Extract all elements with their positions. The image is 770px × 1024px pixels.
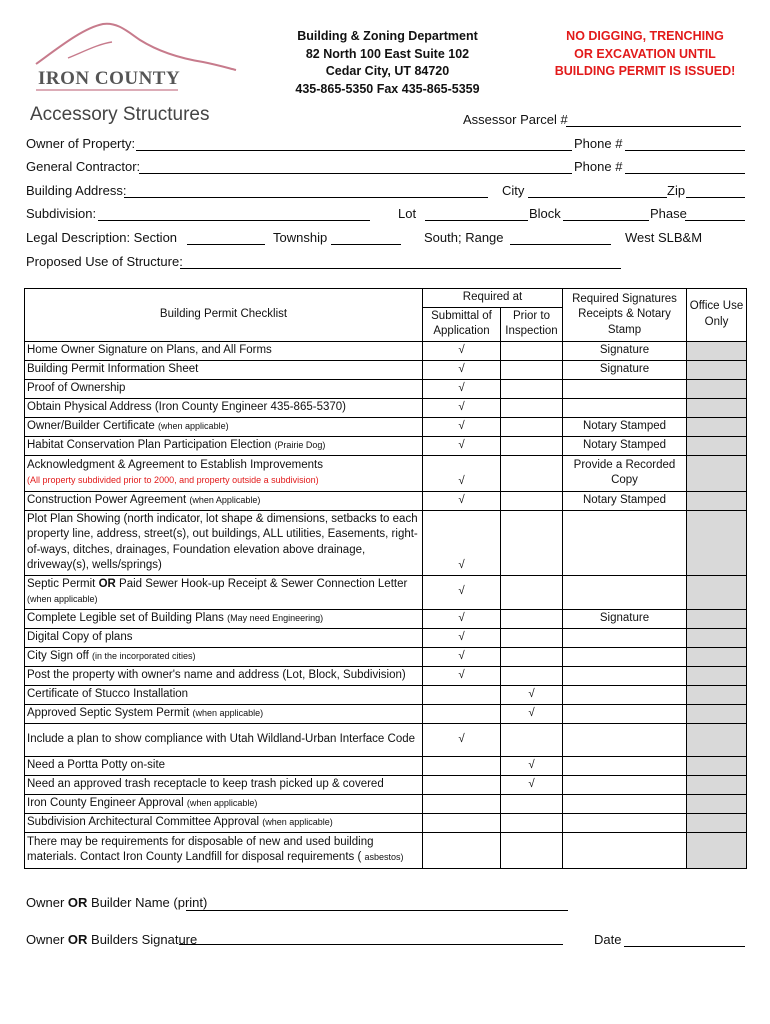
table-row xyxy=(25,510,747,575)
checklist-item xyxy=(25,628,423,647)
block-field[interactable] xyxy=(563,220,649,221)
checklist-item xyxy=(25,360,423,379)
checklist-item xyxy=(25,775,423,794)
warning-line-1: NO DIGGING, TRENCHING xyxy=(566,29,724,43)
checklist-item-note: (when applicable) xyxy=(158,420,229,431)
assessor-parcel-field[interactable] xyxy=(566,126,741,127)
required-signature xyxy=(563,704,687,723)
submittal-check: √ xyxy=(423,647,501,666)
submittal-check: √ xyxy=(423,666,501,685)
iron-county-logo xyxy=(28,18,238,96)
inspection-check xyxy=(501,491,563,510)
checklist-item xyxy=(25,417,423,436)
owner-field[interactable] xyxy=(136,150,572,151)
required-signature xyxy=(563,723,687,756)
header-inspection: Prior to Inspection xyxy=(501,307,563,341)
owner-name-or: OR xyxy=(67,895,88,910)
office-use-cell[interactable] xyxy=(687,647,747,666)
header-office-use: Office Use Only xyxy=(687,289,747,342)
owner-label: Owner of Property: xyxy=(26,136,136,151)
checklist-item-text: Iron County Engineer Approval xyxy=(27,796,184,809)
block-label: Block xyxy=(529,206,561,221)
office-use-cell[interactable] xyxy=(687,794,747,813)
checklist-item xyxy=(25,723,423,756)
checklist-item-text: Need a Portta Potty on-site xyxy=(27,758,166,771)
table-row xyxy=(25,723,747,756)
inspection-check: √ xyxy=(501,704,563,723)
building-address-field[interactable] xyxy=(124,197,488,198)
inspection-check xyxy=(501,510,563,575)
inspection-check xyxy=(501,832,563,868)
checklist-item-text: Approved Septic System Permit xyxy=(27,706,190,719)
table-row xyxy=(25,455,747,491)
required-signature: Notary Stamped xyxy=(563,417,687,436)
table-row xyxy=(25,628,747,647)
checklist-item-text: Building Permit Information Sheet xyxy=(27,362,199,375)
required-signature xyxy=(563,647,687,666)
south-range-label: South; Range xyxy=(424,230,504,245)
submittal-check: √ xyxy=(423,628,501,647)
required-signature: Notary Stamped xyxy=(563,491,687,510)
warning-line-2: OR EXCAVATION UNTIL xyxy=(574,46,716,61)
inspection-check: √ xyxy=(501,685,563,704)
checklist-item xyxy=(25,647,423,666)
required-signature: Provide a Recorded Copy xyxy=(563,455,687,491)
office-use-cell[interactable] xyxy=(687,813,747,832)
submittal-check xyxy=(423,832,501,868)
office-use-cell[interactable] xyxy=(687,685,747,704)
submittal-check: √ xyxy=(423,436,501,455)
inspection-check: √ xyxy=(501,775,563,794)
checklist-item-text: Obtain Physical Address (Iron County Engineer 435-865-5370) xyxy=(27,400,346,413)
required-signature: Signature xyxy=(563,341,687,360)
table-row xyxy=(25,398,747,417)
checklist-item-text: Plot Plan Showing (north indicator, lot shape & dimensions, setbacks to each property line, address, street(s), out buildings, ALL utilities, Easements, right-of-ways, ditches, drainages, Foundation elevation above drainage, driveway(s), wells/springs) xyxy=(27,512,418,571)
checklist-item xyxy=(25,832,423,868)
checklist-item-note: (in the incorporated cities) xyxy=(92,650,196,661)
owner-name-pre: Owner xyxy=(26,895,68,910)
checklist-item-text: Post the property with owner's name and address (Lot, Block, Subdivision) xyxy=(27,668,406,681)
checklist-item-note: (when applicable) xyxy=(192,707,264,718)
required-signature xyxy=(563,794,687,813)
dept-line-3: Cedar City, UT 84720 xyxy=(325,64,450,78)
contractor-label: General Contractor: xyxy=(26,159,141,174)
inspection-check xyxy=(501,628,563,647)
checklist-item xyxy=(25,491,423,510)
subdivision-label: Subdivision: xyxy=(26,206,97,221)
checklist-item-text: City Sign off xyxy=(27,649,89,662)
dept-line-1: Building & Zoning Department xyxy=(297,29,478,43)
phone-1-label: Phone # xyxy=(574,136,623,151)
checklist-item xyxy=(25,704,423,723)
submittal-check: √ xyxy=(423,455,501,491)
office-use-cell[interactable] xyxy=(687,575,747,609)
owner-signature-label xyxy=(26,932,197,947)
required-signature xyxy=(563,379,687,398)
required-signature xyxy=(563,813,687,832)
checklist-item-text: Habitat Conservation Plan Participation Election xyxy=(27,438,272,451)
date-field[interactable] xyxy=(624,946,745,947)
legal-section-label: Legal Description: Section xyxy=(26,230,178,245)
checklist-item xyxy=(25,436,423,455)
submittal-check xyxy=(423,775,501,794)
header-checklist: Building Permit Checklist xyxy=(25,289,423,342)
owner-name-label xyxy=(26,895,207,910)
office-use-cell[interactable] xyxy=(687,609,747,628)
proposed-use-label: Proposed Use of Structure: xyxy=(26,254,183,269)
office-use-cell[interactable] xyxy=(687,723,747,756)
checklist-item-text: Need an approved trash receptacle to keep trash picked up & covered xyxy=(27,777,384,790)
checklist-item-note: (when Applicable) xyxy=(189,494,261,505)
header-signatures: Required Signatures Receipts & Notary Stamp xyxy=(563,289,687,342)
contractor-field[interactable] xyxy=(139,173,572,174)
table-row xyxy=(25,775,747,794)
checklist-item-text: Proof of Ownership xyxy=(27,381,126,394)
phase-field[interactable] xyxy=(685,220,745,221)
inspection-check xyxy=(501,398,563,417)
city-field[interactable] xyxy=(528,197,667,198)
office-use-cell[interactable] xyxy=(687,436,747,455)
inspection-check xyxy=(501,436,563,455)
inspection-check xyxy=(501,647,563,666)
office-use-cell[interactable] xyxy=(687,360,747,379)
submittal-check: √ xyxy=(423,417,501,436)
owner-signature-field[interactable] xyxy=(179,944,563,945)
checklist-item-note: (May need Engineering) xyxy=(227,612,324,623)
inspection-check xyxy=(501,575,563,609)
table-row xyxy=(25,704,747,723)
checklist-item xyxy=(25,666,423,685)
office-use-cell[interactable] xyxy=(687,628,747,647)
checklist-item-note: (when applicable) xyxy=(27,594,98,604)
table-row xyxy=(25,575,747,609)
office-use-cell[interactable] xyxy=(687,756,747,775)
owner-name-post: Builder Name (print) xyxy=(87,895,208,910)
required-signature xyxy=(563,685,687,704)
required-signature: Signature xyxy=(563,360,687,379)
checklist-item xyxy=(25,575,423,609)
submittal-check xyxy=(423,756,501,775)
checklist-item-text: Home Owner Signature on Plans, and All Forms xyxy=(27,343,272,356)
permit-checklist-table xyxy=(24,288,747,869)
table-row xyxy=(25,756,747,775)
owner-sig-post: Builders Signature xyxy=(87,932,198,947)
warning-line-3: BUILDING PERMIT IS ISSUED! xyxy=(554,64,736,78)
checklist-item-note: (Prairie Dog) xyxy=(274,439,326,450)
required-signature xyxy=(563,666,687,685)
table-row xyxy=(25,647,747,666)
office-use-cell[interactable] xyxy=(687,704,747,723)
submittal-check: √ xyxy=(423,723,501,756)
checklist-item-note: (when applicable) xyxy=(186,797,258,808)
checklist-item xyxy=(25,341,423,360)
checklist-item-text: There may be requirements for disposable of new and used building materials. Contact Iron County Landfill for disposal requirements ( xyxy=(27,835,374,863)
township-label: Township xyxy=(273,230,328,245)
table-row xyxy=(25,609,747,628)
required-signature xyxy=(563,775,687,794)
zip-label: Zip xyxy=(667,183,686,198)
city-label: City xyxy=(502,183,525,198)
header-required-at: Required at xyxy=(423,289,563,308)
phone-2-label: Phone # xyxy=(574,159,623,174)
township-field[interactable] xyxy=(331,244,401,245)
table-row xyxy=(25,832,747,868)
table-row xyxy=(25,341,747,360)
checklist-item-note: asbestos) xyxy=(364,852,404,862)
owner-name-field[interactable] xyxy=(186,910,568,911)
required-signature xyxy=(563,575,687,609)
office-use-cell[interactable] xyxy=(687,341,747,360)
header-submittal: Submittal of Application xyxy=(423,307,501,341)
required-signature xyxy=(563,398,687,417)
checklist-item-text: Include a plan to show compliance with Utah Wildland-Urban Interface Code xyxy=(27,732,416,745)
phase-label: Phase xyxy=(650,206,687,221)
submittal-check xyxy=(423,794,501,813)
office-use-cell[interactable] xyxy=(687,775,747,794)
digging-warning xyxy=(545,28,745,81)
submittal-check: √ xyxy=(423,491,501,510)
table-row xyxy=(25,417,747,436)
checklist-item xyxy=(25,609,423,628)
checklist-item-text: Acknowledgment & Agreement to Establish Improvements xyxy=(27,458,323,471)
submittal-check: √ xyxy=(423,609,501,628)
range-field[interactable] xyxy=(510,244,611,245)
required-signature xyxy=(563,756,687,775)
inspection-check xyxy=(501,341,563,360)
required-signature xyxy=(563,832,687,868)
office-use-cell[interactable] xyxy=(687,417,747,436)
table-row xyxy=(25,813,747,832)
submittal-check: √ xyxy=(423,360,501,379)
required-signature: Signature xyxy=(563,609,687,628)
west-label: West SLB&M xyxy=(625,230,703,245)
assessor-parcel-label: Assessor Parcel # xyxy=(463,112,568,127)
inspection-check xyxy=(501,723,563,756)
checklist-item-note: (All property subdivided prior to 2000, and property outside a subdivision) xyxy=(27,475,319,485)
owner-sig-or: OR xyxy=(67,932,88,947)
office-use-cell[interactable] xyxy=(687,832,747,868)
inspection-check xyxy=(501,455,563,491)
lot-field[interactable] xyxy=(425,220,528,221)
office-use-cell[interactable] xyxy=(687,379,747,398)
table-header-row xyxy=(25,289,747,308)
phone-1-field[interactable] xyxy=(625,150,745,151)
inspection-check xyxy=(501,794,563,813)
office-use-cell[interactable] xyxy=(687,455,747,491)
submittal-check: √ xyxy=(423,341,501,360)
checklist-item-text: Owner/Builder Certificate xyxy=(27,419,155,432)
submittal-check xyxy=(423,813,501,832)
or-emphasis: OR xyxy=(98,577,116,590)
inspection-check xyxy=(501,360,563,379)
checklist-item-text: Digital Copy of plans xyxy=(27,630,133,643)
submittal-check: √ xyxy=(423,510,501,575)
section-field[interactable] xyxy=(187,244,265,245)
checklist-item xyxy=(25,510,423,575)
inspection-check xyxy=(501,813,563,832)
inspection-check xyxy=(501,417,563,436)
proposed-use-field[interactable] xyxy=(180,268,621,269)
subdivision-field[interactable] xyxy=(98,220,370,221)
date-label: Date xyxy=(594,932,622,947)
submittal-check: √ xyxy=(423,575,501,609)
required-signature xyxy=(563,510,687,575)
table-row xyxy=(25,685,747,704)
required-signature xyxy=(563,628,687,647)
office-use-cell[interactable] xyxy=(687,510,747,575)
logo-text: IRON COUNTY xyxy=(38,68,181,89)
owner-sig-pre: Owner xyxy=(26,932,68,947)
phone-2-field[interactable] xyxy=(625,173,745,174)
submittal-check xyxy=(423,704,501,723)
checklist-item xyxy=(25,756,423,775)
table-row xyxy=(25,360,747,379)
checklist-item-note: (when applicable) xyxy=(262,816,333,827)
submittal-check xyxy=(423,685,501,704)
dept-line-2: 82 North 100 East Suite 102 xyxy=(305,46,470,61)
department-address xyxy=(285,28,490,98)
office-use-cell[interactable] xyxy=(687,491,747,510)
page-title: Accessory Structures xyxy=(30,104,210,125)
required-signature: Notary Stamped xyxy=(563,436,687,455)
table-row xyxy=(25,379,747,398)
checklist-item-text: Subdivision Architectural Committee Approval xyxy=(27,815,260,828)
lot-label: Lot xyxy=(398,206,417,221)
building-address-label: Building Address: xyxy=(26,183,127,198)
checklist-item xyxy=(25,685,423,704)
table-row xyxy=(25,436,747,455)
checklist-item-text: Septic Permit OR Paid Sewer Hook-up Receipt & Sewer Connection Letter xyxy=(27,577,408,590)
checklist-item xyxy=(25,455,423,491)
checklist-item xyxy=(25,813,423,832)
submittal-check: √ xyxy=(423,398,501,417)
table-row xyxy=(25,666,747,685)
table-row xyxy=(25,794,747,813)
checklist-item xyxy=(25,794,423,813)
table-row xyxy=(25,491,747,510)
dept-line-4: 435-865-5350 Fax 435-865-5359 xyxy=(295,81,480,96)
inspection-check xyxy=(501,609,563,628)
checklist-item xyxy=(25,379,423,398)
submittal-check: √ xyxy=(423,379,501,398)
checklist-item-text: Complete Legible set of Building Plans xyxy=(27,611,224,624)
inspection-check xyxy=(501,666,563,685)
inspection-check xyxy=(501,379,563,398)
office-use-cell[interactable] xyxy=(687,398,747,417)
office-use-cell[interactable] xyxy=(687,666,747,685)
checklist-item-text: Certificate of Stucco Installation xyxy=(27,687,189,700)
checklist-item-text: Construction Power Agreement xyxy=(27,493,187,506)
checklist-item xyxy=(25,398,423,417)
zip-field[interactable] xyxy=(686,197,745,198)
inspection-check: √ xyxy=(501,756,563,775)
